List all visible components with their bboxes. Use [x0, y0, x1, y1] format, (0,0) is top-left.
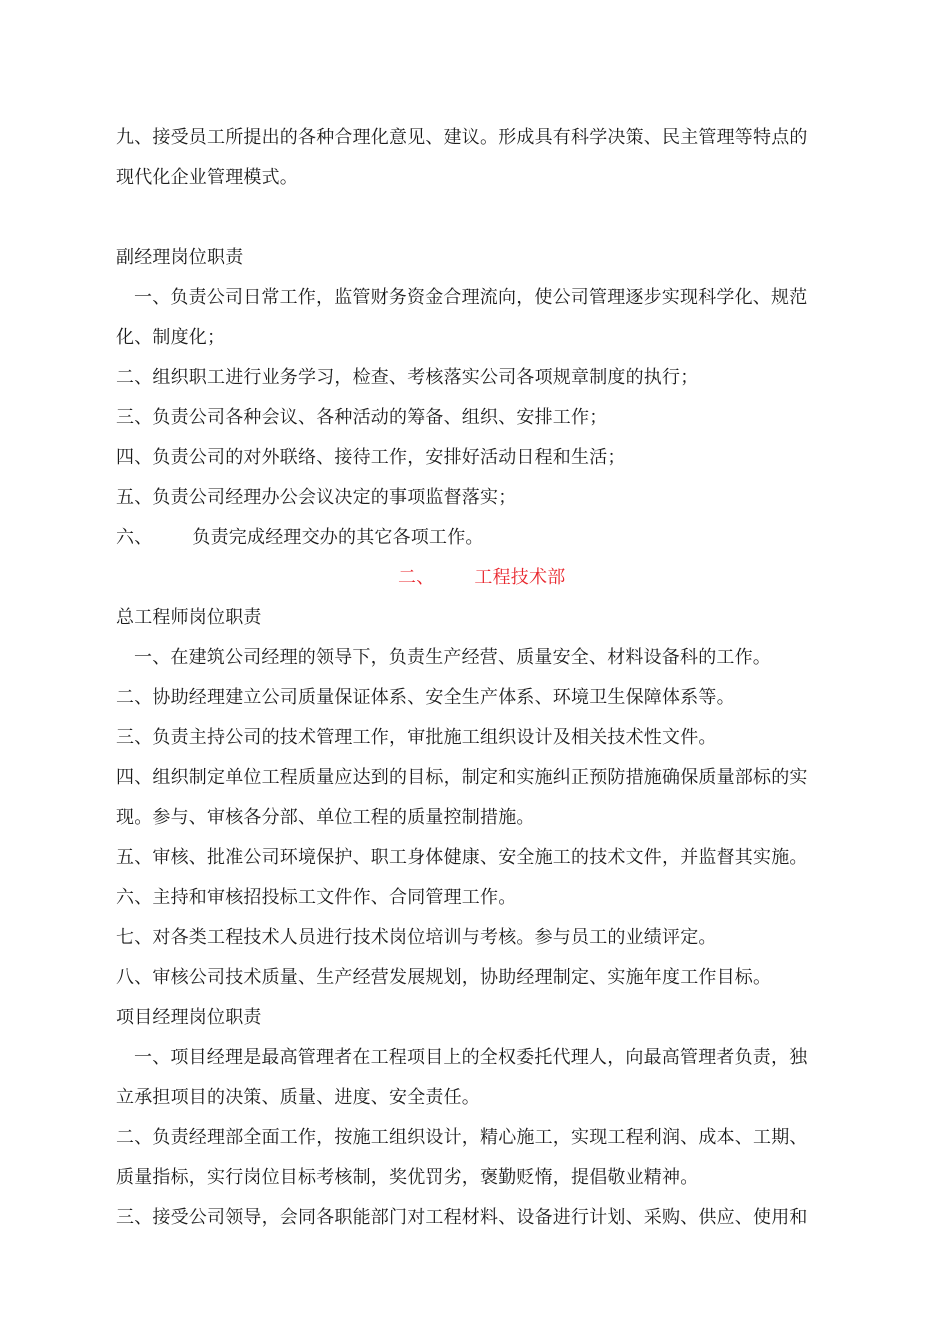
deputy-item6 — [116, 525, 484, 551]
deputy-item2: 二、组织职工进行业务学习，检查、考核落实公司各项规章制度的执行； — [116, 367, 699, 388]
deputy-item1-line2: 化、制度化； — [116, 327, 226, 348]
pm-item2-line2: 质量指标，实行岗位目标考核制，奖优罚劣，褒勤贬惰，提倡敬业精神。 — [116, 1167, 699, 1188]
deputy-item5: 五、负责公司经理办公会议决定的事项监督落实； — [116, 487, 517, 508]
chief-item5: 五、审核、批准公司环境保护、职工身体健康、安全施工的技术文件，并监督其实施。 — [116, 847, 808, 868]
chief-item3: 三、负责主持公司的技术管理工作，审批施工组织设计及相关技术性文件。 — [116, 727, 717, 748]
chief-item6: 六、主持和审核招投标工文件作、合同管理工作。 — [116, 887, 517, 908]
deputy-item6-number: 六、 — [116, 527, 153, 548]
chief-engineer-heading: 总工程师岗位职责 — [116, 607, 262, 628]
pm-item1-line2: 立承担项目的决策、质量、进度、安全责任。 — [116, 1087, 480, 1108]
deputy-item3: 三、负责公司各种会议、各种活动的筹备、组织、安排工作； — [116, 407, 608, 428]
chief-item4-line1: 四、组织制定单位工程质量应达到的目标，制定和实施纠正预防措施确保质量部标的实 — [116, 767, 808, 788]
chief-item7: 七、对各类工程技术人员进行技术岗位培训与考核。参与员工的业绩评定。 — [116, 927, 717, 948]
section-title: 工程技术部 — [474, 567, 566, 588]
pm-item1-line1: 一、项目经理是最高管理者在工程项目上的全权委托代理人，向最高管理者负责，独 — [134, 1047, 808, 1068]
chief-item8: 八、审核公司技术质量、生产经营发展规划，协助经理制定、实施年度工作目标。 — [116, 967, 772, 988]
pm-item3-line1: 三、接受公司领导，会同各职能部门对工程材料、设备进行计划、采购、供应、使用和 — [116, 1207, 808, 1228]
chief-item2: 二、协助经理建立公司质量保证体系、安全生产体系、环境卫生保障体系等。 — [116, 687, 735, 708]
deputy-item1-line1: 一、负责公司日常工作，监管财务资金合理流向，使公司管理逐步实现科学化、规范 — [134, 287, 808, 308]
pm-item2-line1: 二、负责经理部全面工作，按施工组织设计，精心施工，实现工程利润、成本、工期、 — [116, 1127, 808, 1148]
chief-item4-line2: 现。参与、审核各分部、单位工程的质量控制措施。 — [116, 807, 535, 828]
deputy-manager-heading: 副经理岗位职责 — [116, 247, 244, 268]
project-manager-heading: 项目经理岗位职责 — [116, 1007, 262, 1028]
deputy-item6-text: 负责完成经理交办的其它各项工作。 — [192, 527, 484, 548]
deputy-item4: 四、负责公司的对外联络、接待工作，安排好活动日程和生活； — [116, 447, 626, 468]
chief-item1: 一、在建筑公司经理的领导下，负责生产经营、质量安全、材料设备科的工作。 — [134, 647, 771, 668]
paragraph-nine-line1: 九、接受员工所提出的各种合理化意见、建议。形成具有科学决策、民主管理等特点的 — [116, 127, 808, 148]
paragraph-nine-line2: 现代化企业管理模式。 — [116, 167, 298, 188]
section-number: 二、 — [398, 567, 435, 588]
section-heading-engineering — [398, 565, 565, 591]
